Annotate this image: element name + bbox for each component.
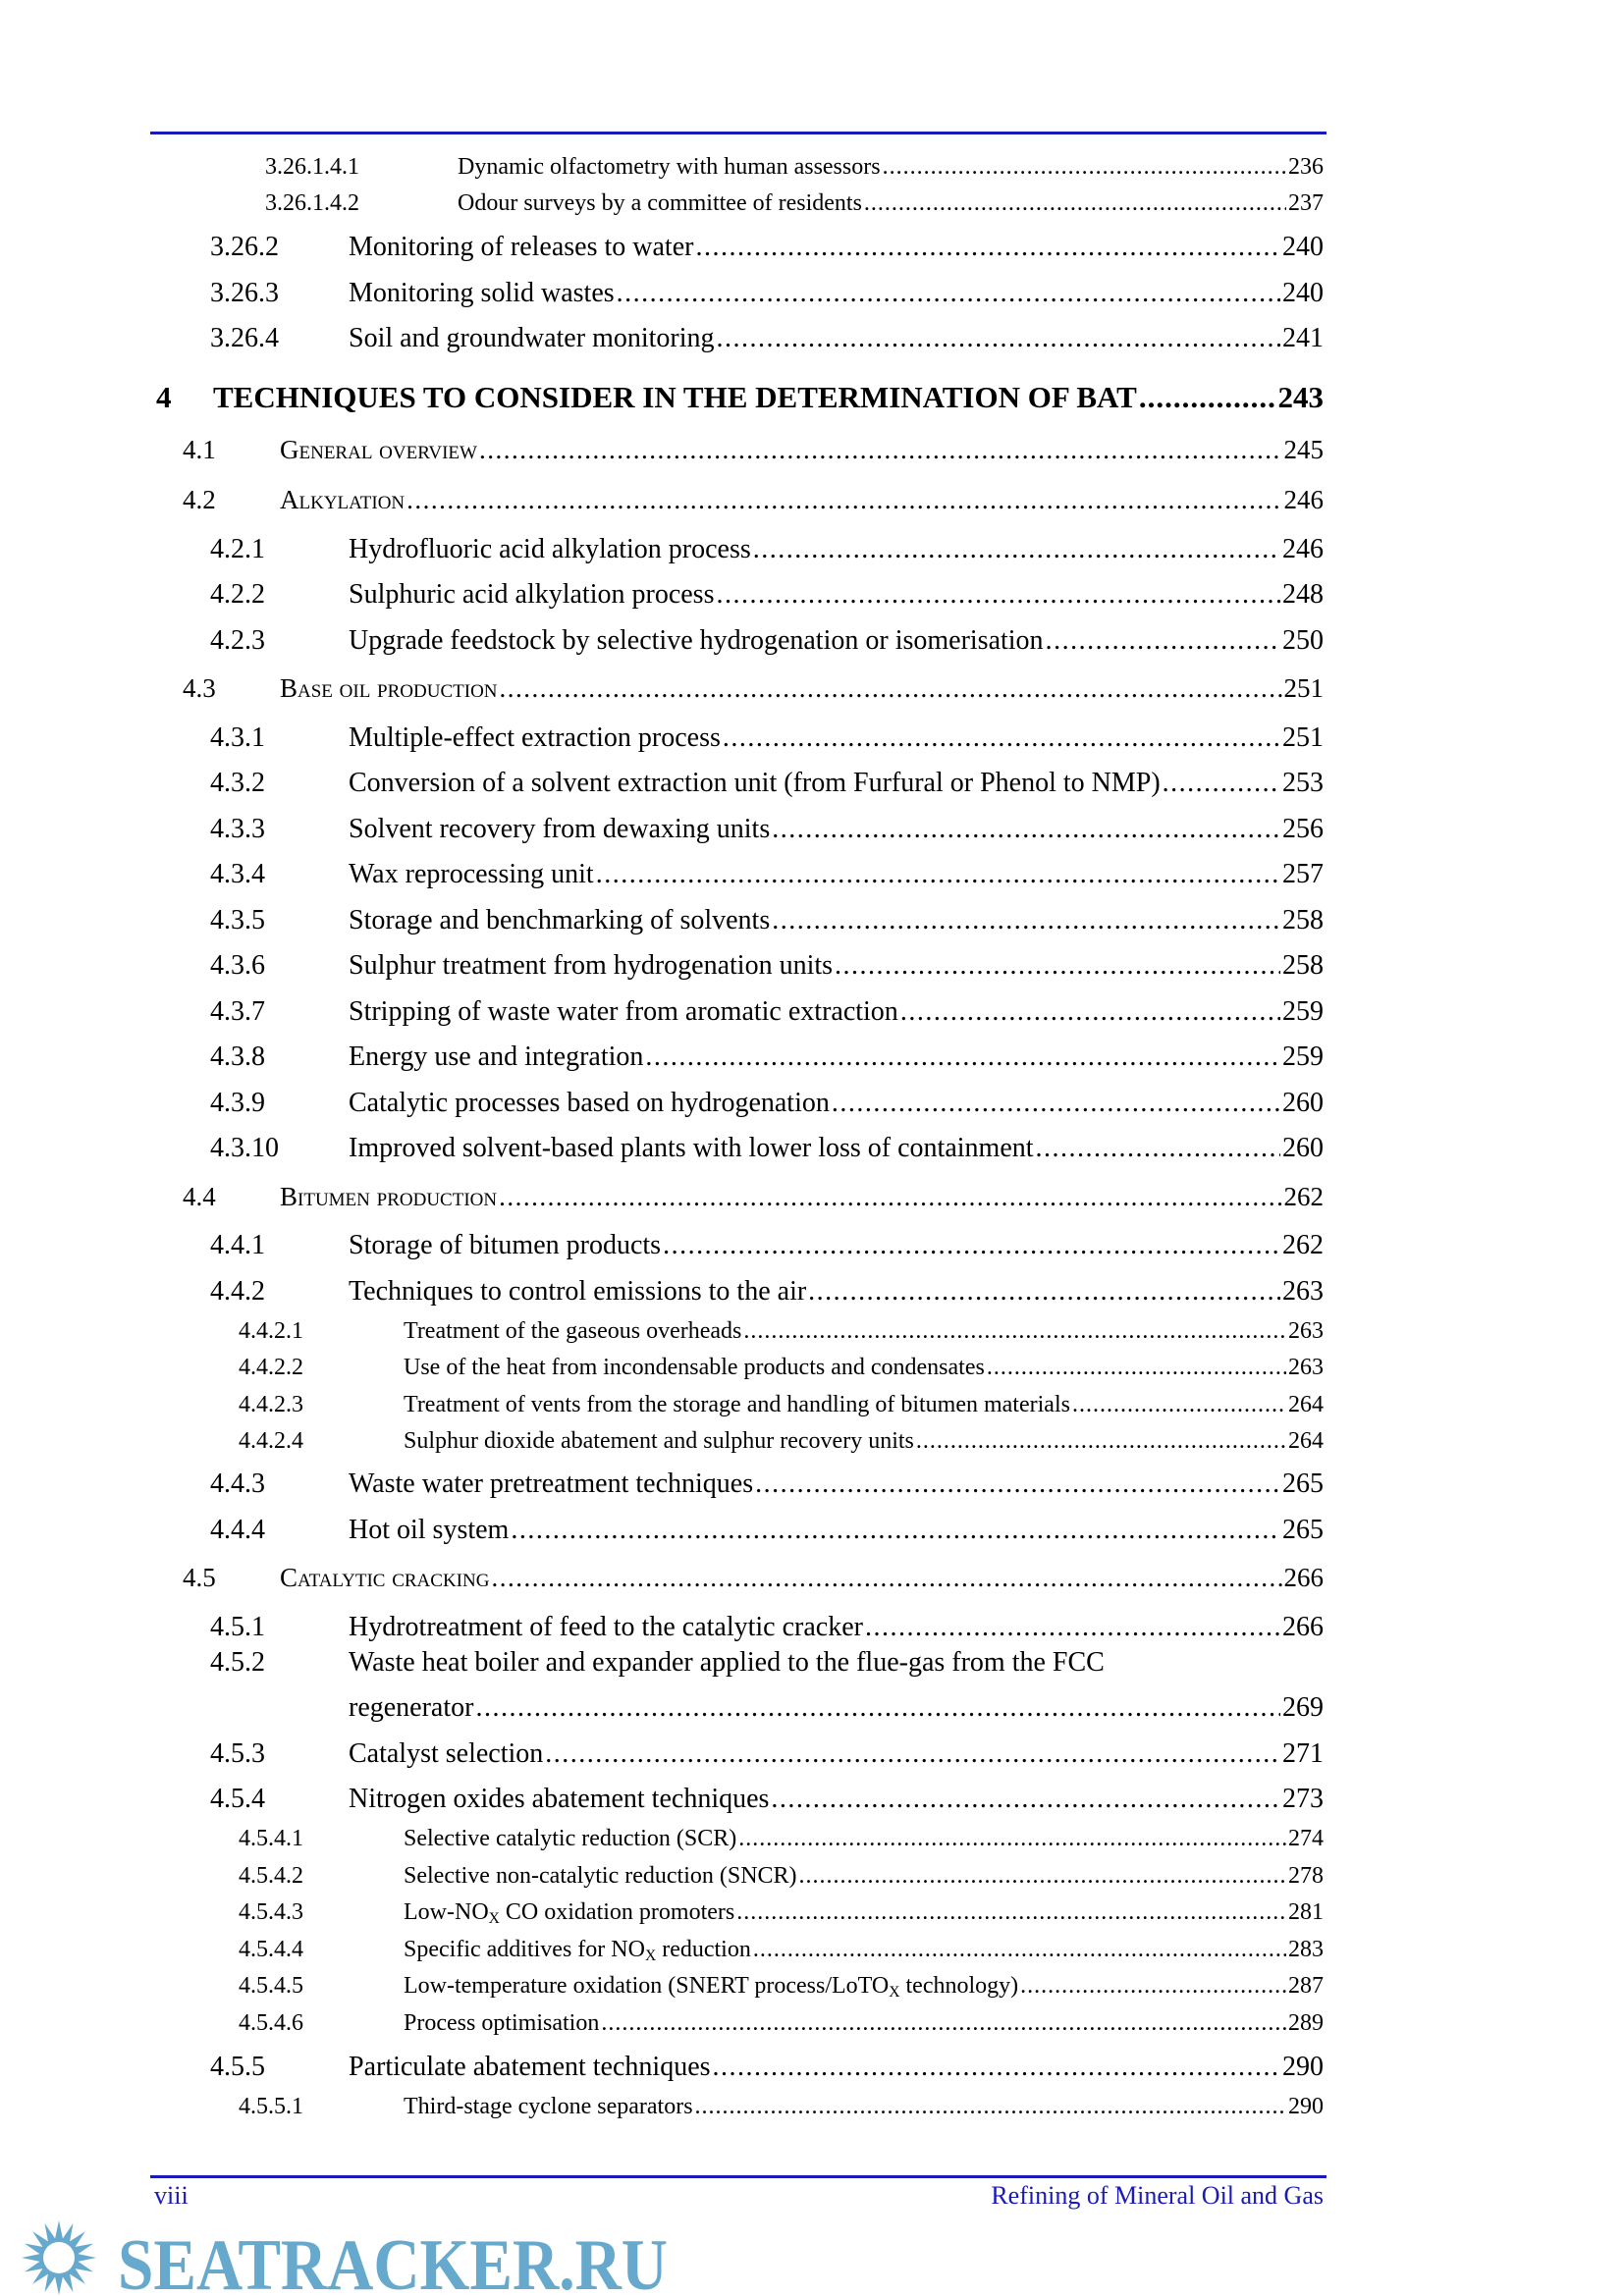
toc-entry[interactable]: [210, 1276, 1324, 1308]
dot-leader: [717, 323, 1280, 354]
title-segment: Multiple-effect extraction process: [349, 722, 721, 753]
toc-number: 4.2.3: [210, 625, 265, 656]
toc-page-number: 257: [1282, 859, 1324, 889]
toc-entry[interactable]: [156, 380, 1324, 415]
toc-entry[interactable]: [210, 950, 1324, 982]
toc-title: [349, 859, 594, 890]
dot-leader: [753, 1937, 1286, 1963]
dot-leader: [753, 534, 1280, 565]
toc-title: [280, 1563, 489, 1593]
toc-entry[interactable]: [210, 1230, 1324, 1261]
title-segment: CO oxidation promoters: [499, 1899, 735, 1925]
toc-entry[interactable]: [210, 1612, 1324, 1643]
toc-number: 4.5.4.6: [239, 2010, 303, 2036]
toc-page-number: 264: [1288, 1428, 1324, 1454]
dot-leader: [645, 1041, 1280, 1073]
watermark-logo: [0, 2220, 1624, 2296]
title-segment: TECHNIQUES TO CONSIDER IN THE DETERMINATION OF BAT: [213, 380, 1137, 414]
title-segment: Low-temperature oxidation (SNERT process/LoTO: [404, 1973, 890, 1999]
toc-number: 4.2.1: [210, 534, 265, 564]
toc-number: 4.3.8: [210, 1041, 265, 1072]
dot-leader: [743, 1318, 1286, 1345]
title-segment: Monitoring solid wastes: [349, 278, 615, 308]
toc-title: [349, 579, 714, 611]
dot-leader: [596, 859, 1280, 890]
toc-page-number: 260: [1282, 1133, 1324, 1163]
toc-entry[interactable]: [210, 814, 1324, 845]
toc-entry[interactable]: [183, 485, 1324, 515]
dot-leader: [1072, 1392, 1286, 1418]
toc-number: 4.3.4: [210, 859, 265, 889]
toc-number: 4.3.2: [210, 768, 265, 798]
toc-number: 4.3.3: [210, 814, 265, 844]
dot-leader: [835, 950, 1280, 982]
toc-entry[interactable]: [265, 190, 1324, 217]
title-segment: Soil and groundwater monitoring: [349, 323, 715, 353]
toc-number: 4.4.2.4: [239, 1428, 303, 1454]
dot-leader: [511, 1515, 1280, 1546]
toc-entry[interactable]: [239, 1973, 1324, 2002]
dot-leader: [883, 154, 1286, 181]
title-segment: Waste water pretreatment techniques: [349, 1468, 754, 1499]
toc-entry[interactable]: [239, 1355, 1324, 1381]
toc-number: 4.5: [183, 1563, 216, 1592]
toc-title: [349, 1088, 830, 1119]
toc-page-number: 245: [1283, 435, 1324, 464]
toc-number: 3.26.2: [210, 232, 279, 262]
toc-number: 4.3.1: [210, 722, 265, 753]
toc-number: 4.4.2.2: [239, 1355, 303, 1380]
title-segment: Low-NO: [404, 1899, 489, 1925]
toc-page-number: 289: [1288, 2010, 1324, 2036]
toc-number: 4.5.4.5: [239, 1973, 303, 1999]
title-segment: Alkylation: [280, 485, 406, 514]
toc-page-number: 240: [1282, 232, 1324, 262]
toc-title: [349, 950, 833, 982]
toc-number: 4.3.5: [210, 905, 265, 935]
toc-page-number: 256: [1282, 814, 1324, 844]
toc-page-number: 248: [1282, 579, 1324, 610]
toc-entry[interactable]: [210, 722, 1324, 754]
toc-entry[interactable]: [210, 1133, 1324, 1164]
toc-number: 4.4.2: [210, 1276, 265, 1307]
title-segment: Use of the heat from incondensable products and condensates: [404, 1355, 985, 1380]
sun-icon: [22, 2220, 96, 2295]
toc-page-number: 259: [1282, 996, 1324, 1027]
toc-title: [349, 1738, 543, 1770]
title-segment: Monitoring of releases to water: [349, 232, 694, 262]
toc-entry[interactable]: [210, 859, 1324, 890]
dot-leader: [1163, 768, 1280, 799]
toc-page-number: 253: [1282, 768, 1324, 798]
toc-title: [349, 1133, 1034, 1164]
title-segment: Conversion of a solvent extraction unit (from Furfural or Phenol to NMP): [349, 768, 1161, 798]
toc-page-number: 265: [1282, 1515, 1324, 1545]
toc-entry[interactable]: [210, 1738, 1324, 1770]
toc-entry[interactable]: [239, 1392, 1324, 1418]
title-segment: Catalytic processes based on hydrogenation: [349, 1088, 830, 1118]
toc-page-number: 258: [1282, 905, 1324, 935]
toc-entry[interactable]: [210, 579, 1324, 611]
toc-title: [349, 625, 1044, 657]
toc-title: [404, 1899, 734, 1928]
toc-page-number: 243: [1277, 380, 1324, 414]
toc-title: [404, 2010, 599, 2037]
dot-leader: [479, 435, 1282, 465]
toc-page-number: 287: [1288, 1973, 1324, 1999]
dot-leader: [695, 2094, 1286, 2120]
title-segment: Third-stage cyclone separators: [404, 2094, 693, 2119]
toc-page-number: 278: [1288, 1863, 1324, 1889]
toc-entry[interactable]: [239, 1318, 1324, 1345]
dot-leader: [772, 814, 1280, 845]
toc-page-number: 266: [1283, 1563, 1324, 1592]
toc-page-number: 246: [1282, 534, 1324, 564]
toc-title: [280, 1182, 497, 1212]
toc-number: 4.1: [183, 435, 216, 464]
dot-leader: [808, 1276, 1280, 1308]
toc-page-number: 265: [1282, 1468, 1324, 1499]
title-segment: General overview: [280, 435, 477, 464]
toc-title: [280, 435, 477, 465]
dot-leader: [1046, 625, 1280, 657]
dot-leader: [1020, 1973, 1286, 2000]
toc-title: [349, 814, 770, 845]
toc-entry[interactable]: [210, 905, 1324, 936]
toc-entry[interactable]: [210, 625, 1324, 657]
toc-title: [404, 1973, 1018, 2002]
title-segment: Upgrade feedstock by selective hydrogenation or isomerisation: [349, 625, 1044, 656]
toc-title: [349, 2052, 711, 2083]
toc-entry[interactable]: [183, 1563, 1324, 1593]
toc-page-number: 273: [1282, 1784, 1324, 1814]
toc-number: 3.26.4: [210, 323, 279, 353]
dot-leader: [663, 1230, 1280, 1261]
title-segment: Sulphur treatment from hydrogenation units: [349, 950, 834, 981]
title-segment: Selective catalytic reduction (SCR): [404, 1826, 737, 1851]
toc-page-number: 260: [1282, 1088, 1324, 1118]
toc-page-number: 262: [1282, 1230, 1324, 1260]
toc-title: [404, 1863, 797, 1890]
toc-page-number: 259: [1282, 1041, 1324, 1072]
toc-title: [349, 1692, 473, 1724]
toc-entry[interactable]: [239, 1899, 1324, 1928]
title-segment: Nitrogen oxides abatement techniques: [349, 1784, 770, 1814]
toc-entry[interactable]: [210, 768, 1324, 799]
toc-page-number: 274: [1288, 1826, 1324, 1851]
toc-title-first-line: Waste heat boiler and expander applied to the flue-gas from the FCC: [349, 1647, 1105, 1678]
toc-entry[interactable]: [239, 1937, 1324, 1965]
toc-title: [404, 1392, 1070, 1418]
title-segment: Stripping of waste water from aromatic extraction: [349, 996, 898, 1027]
toc-number: 4.5.2: [210, 1647, 265, 1678]
title-segment: Particulate abatement techniques: [349, 2052, 711, 2082]
toc-page-number: 246: [1283, 485, 1324, 514]
title-segment: Hydrotreatment of feed to the catalytic cracker: [349, 1612, 863, 1642]
dot-leader: [864, 190, 1286, 217]
toc-title: [404, 1318, 741, 1345]
subscript: X: [644, 1948, 657, 1964]
toc-title: [404, 1826, 736, 1852]
toc-title: [349, 1041, 643, 1073]
dot-leader: [1036, 1133, 1280, 1164]
header-rule: [150, 132, 1326, 134]
toc-number: 4.4.1: [210, 1230, 265, 1260]
toc-number: 4.3: [183, 673, 216, 703]
toc-title: [280, 485, 405, 515]
toc-number: 3.26.1.4.1: [265, 154, 359, 180]
subscript: X: [488, 1910, 500, 1927]
toc-entry[interactable]: [239, 1826, 1324, 1852]
title-segment: Improved solvent-based plants with lower loss of containment: [349, 1133, 1034, 1163]
toc-entry[interactable]: [210, 1515, 1324, 1546]
toc-title: [404, 1428, 914, 1455]
dot-leader: [406, 485, 1281, 515]
toc-page-number: 236: [1288, 154, 1324, 180]
toc-number: 4.3.6: [210, 950, 265, 981]
toc-number: 4.2: [183, 485, 216, 514]
toc-entry[interactable]: [210, 232, 1324, 263]
watermark-text: SEATRACKER.RU: [118, 2225, 668, 2296]
toc-page-number: 240: [1282, 278, 1324, 308]
title-segment: Techniques to control emissions to the air: [349, 1276, 807, 1307]
toc-title: [404, 1355, 985, 1381]
dot-leader: [601, 2010, 1286, 2037]
toc-page-number: 281: [1288, 1899, 1324, 1925]
footer-rule: [150, 2175, 1326, 2178]
title-segment: Storage and benchmarking of solvents: [349, 905, 771, 935]
toc-number: 4.4.2.3: [239, 1392, 303, 1417]
dot-leader: [500, 673, 1282, 704]
toc-entry[interactable]: [210, 996, 1324, 1028]
title-segment: regenerator: [349, 1692, 474, 1723]
dot-leader: [832, 1088, 1280, 1119]
toc-page-number: 263: [1288, 1355, 1324, 1380]
toc-number: 3.26.1.4.2: [265, 190, 359, 216]
dot-leader: [736, 1899, 1286, 1926]
toc-title: [349, 278, 615, 309]
toc-title: [349, 996, 898, 1028]
toc-title: [404, 1937, 751, 1965]
title-segment: Sulphur dioxide abatement and sulphur recovery units: [404, 1428, 914, 1454]
toc-title: [349, 1784, 769, 1815]
toc-entry-first-line: [210, 1647, 1105, 1679]
toc-title: [349, 768, 1161, 799]
toc-number: 4: [156, 380, 172, 414]
subscript: X: [889, 1984, 900, 2001]
dot-leader: [772, 905, 1280, 936]
title-segment: Selective non-catalytic reduction (SNCR): [404, 1863, 797, 1889]
dot-leader: [499, 1182, 1281, 1212]
toc-number: 4.5.4.3: [239, 1899, 303, 1925]
toc-entry[interactable]: [210, 1692, 1324, 1724]
dot-leader: [738, 1826, 1286, 1852]
dot-leader: [491, 1563, 1281, 1593]
toc-page-number: 264: [1288, 1392, 1324, 1417]
toc-title: [349, 1276, 806, 1308]
toc-page-number: 258: [1282, 950, 1324, 981]
dot-leader: [617, 278, 1280, 309]
toc-title: [349, 1612, 863, 1643]
toc-page-number: 271: [1282, 1738, 1324, 1769]
dot-leader: [916, 1428, 1286, 1455]
dot-leader: [799, 1863, 1286, 1890]
title-segment: reduction: [656, 1937, 751, 1962]
toc-entry[interactable]: [183, 673, 1324, 704]
toc-number: 4.4.4: [210, 1515, 265, 1545]
footer-document-title: Refining of Mineral Oil and Gas: [991, 2181, 1324, 2210]
toc-number: 4.3.9: [210, 1088, 265, 1118]
toc-page-number: 250: [1282, 625, 1324, 656]
toc-number: 4.5.3: [210, 1738, 265, 1769]
toc-page-number: 241: [1282, 323, 1324, 353]
toc-number: 4.5.1: [210, 1612, 265, 1642]
title-segment: Treatment of the gaseous overheads: [404, 1318, 742, 1344]
toc-page-number: 290: [1288, 2094, 1324, 2119]
toc-number: 4.5.5: [210, 2052, 265, 2082]
dot-leader: [713, 2052, 1280, 2083]
title-segment: Treatment of vents from the storage and handling of bitumen materials: [404, 1392, 1070, 1417]
toc-entry[interactable]: [239, 1428, 1324, 1455]
toc-title: [349, 905, 770, 936]
title-segment: Catalyst selection: [349, 1738, 544, 1769]
dot-leader: [1139, 380, 1276, 415]
toc-title: [349, 1468, 753, 1500]
title-segment: technology): [899, 1973, 1019, 1999]
toc-page-number: 283: [1288, 1937, 1324, 1962]
toc-page-number: 251: [1283, 673, 1324, 703]
toc-number: 4.5.5.1: [239, 2094, 303, 2119]
toc-entry[interactable]: [183, 435, 1324, 465]
title-segment: Base oil production: [280, 673, 498, 703]
title-segment: Process optimisation: [404, 2010, 600, 2036]
toc-entry[interactable]: [210, 2052, 1324, 2083]
toc-title: [404, 2094, 693, 2120]
toc-title: [349, 1230, 661, 1261]
title-segment: Bitumen production: [280, 1182, 498, 1211]
toc-title: [349, 323, 715, 354]
toc-number: 4.5.4: [210, 1784, 265, 1814]
title-segment: Sulphuric acid alkylation process: [349, 579, 715, 610]
title-segment: Hot oil system: [349, 1515, 510, 1545]
toc-entry[interactable]: [210, 1088, 1324, 1119]
title-segment: Catalytic cracking: [280, 1563, 490, 1592]
toc-number: 3.26.3: [210, 278, 279, 308]
toc-entry[interactable]: [210, 1468, 1324, 1500]
title-segment: Hydrofluoric acid alkylation process: [349, 534, 751, 564]
toc-number: 4.5.4.1: [239, 1826, 303, 1851]
toc-title: [349, 232, 693, 263]
toc-page-number: 290: [1282, 2052, 1324, 2082]
title-segment: Wax reprocessing unit: [349, 859, 594, 889]
toc-title: [349, 722, 721, 754]
dot-leader: [723, 722, 1280, 754]
toc-entry[interactable]: [183, 1182, 1324, 1212]
dot-leader: [755, 1468, 1280, 1500]
toc-entry[interactable]: [210, 323, 1324, 354]
toc-entry[interactable]: [239, 2094, 1324, 2120]
toc-number: 4.5.4.2: [239, 1863, 303, 1889]
toc-number: 4.3.10: [210, 1133, 279, 1163]
toc-page-number: 251: [1282, 722, 1324, 753]
toc-entry[interactable]: [239, 2010, 1324, 2037]
title-segment: Odour surveys by a committee of residents: [458, 190, 862, 216]
toc-number: 4.5.4.4: [239, 1937, 303, 1962]
dot-leader: [865, 1612, 1280, 1643]
dot-leader: [987, 1355, 1286, 1381]
toc-title: [458, 190, 862, 217]
toc-title: [280, 673, 498, 704]
toc-title: [458, 154, 881, 181]
title-segment: Solvent recovery from dewaxing units: [349, 814, 771, 844]
title-segment: Energy use and integration: [349, 1041, 644, 1072]
dot-leader: [771, 1784, 1280, 1815]
dot-leader: [475, 1692, 1280, 1724]
toc-number: 4.3.7: [210, 996, 265, 1027]
dot-leader: [695, 232, 1280, 263]
toc-page-number: 266: [1282, 1612, 1324, 1642]
toc-page-number: 263: [1282, 1276, 1324, 1307]
dot-leader: [900, 996, 1280, 1028]
dot-leader: [545, 1738, 1280, 1770]
title-segment: Specific additives for NO: [404, 1937, 645, 1962]
toc-page-number: 263: [1288, 1318, 1324, 1344]
toc-number: 4.2.2: [210, 579, 265, 610]
toc-entry[interactable]: [210, 278, 1324, 309]
dot-leader: [716, 579, 1280, 611]
title-segment: Dynamic olfactometry with human assessors: [458, 154, 881, 180]
toc-entry[interactable]: [210, 534, 1324, 565]
toc-entry[interactable]: [239, 1863, 1324, 1890]
toc-number: 4.4: [183, 1182, 216, 1211]
toc-entry[interactable]: [210, 1784, 1324, 1815]
toc-page-number: 237: [1288, 190, 1324, 216]
toc-number: 4.4.3: [210, 1468, 265, 1499]
title-segment: Storage of bitumen products: [349, 1230, 662, 1260]
footer-page-number: viii: [154, 2181, 189, 2210]
toc-title: [349, 1515, 509, 1546]
toc-page-number: 269: [1282, 1692, 1324, 1723]
toc-title: [349, 534, 751, 565]
toc-number: 4.4.2.1: [239, 1318, 303, 1344]
toc-page-number: 262: [1283, 1182, 1324, 1211]
toc-title: [213, 380, 1137, 415]
toc-entry[interactable]: [210, 1041, 1324, 1073]
toc-entry[interactable]: [265, 154, 1324, 181]
